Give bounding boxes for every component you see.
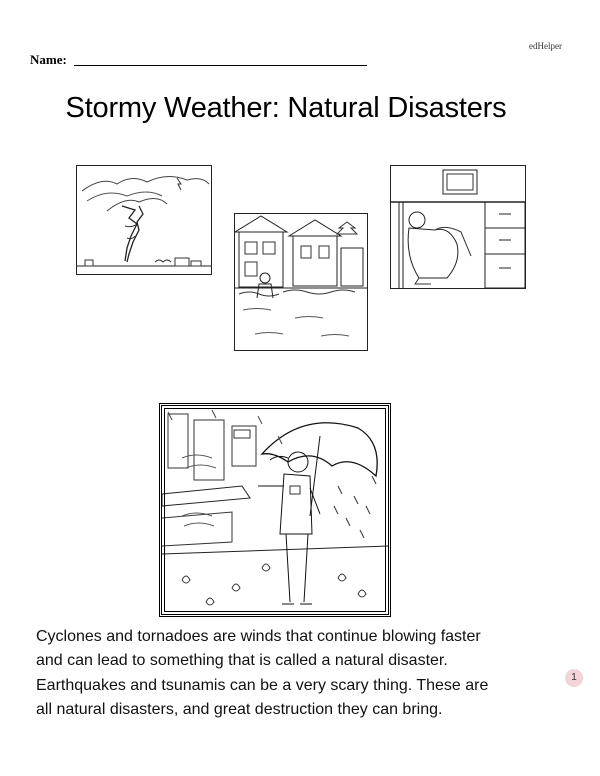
- page-number-badge: 1: [565, 669, 583, 687]
- earthquake-desk-shelter-illustration-icon: [390, 165, 526, 289]
- stormy-umbrella-illustration-icon: [159, 403, 391, 617]
- passage-line: all natural disasters, and great destruction they can bring.: [36, 700, 443, 718]
- page-title: Stormy Weather: Natural Disasters: [65, 92, 507, 124]
- passage-line: and can lead to something that is called a natural disaster.: [36, 652, 448, 670]
- name-write-line[interactable]: [74, 65, 367, 66]
- name-label: Name:: [30, 52, 67, 67]
- flooded-street-illustration-icon: [234, 213, 368, 351]
- tornado-illustration-icon: [76, 165, 212, 275]
- passage-line: Cyclones and tornadoes are winds that continue blowing faster: [36, 628, 481, 645]
- passage-line: Earthquakes and tsunamis can be a very scary thing. These are: [36, 676, 489, 694]
- name-field: [30, 52, 367, 68]
- reading-passage: [36, 625, 556, 722]
- brand-label: edHelper: [529, 41, 562, 51]
